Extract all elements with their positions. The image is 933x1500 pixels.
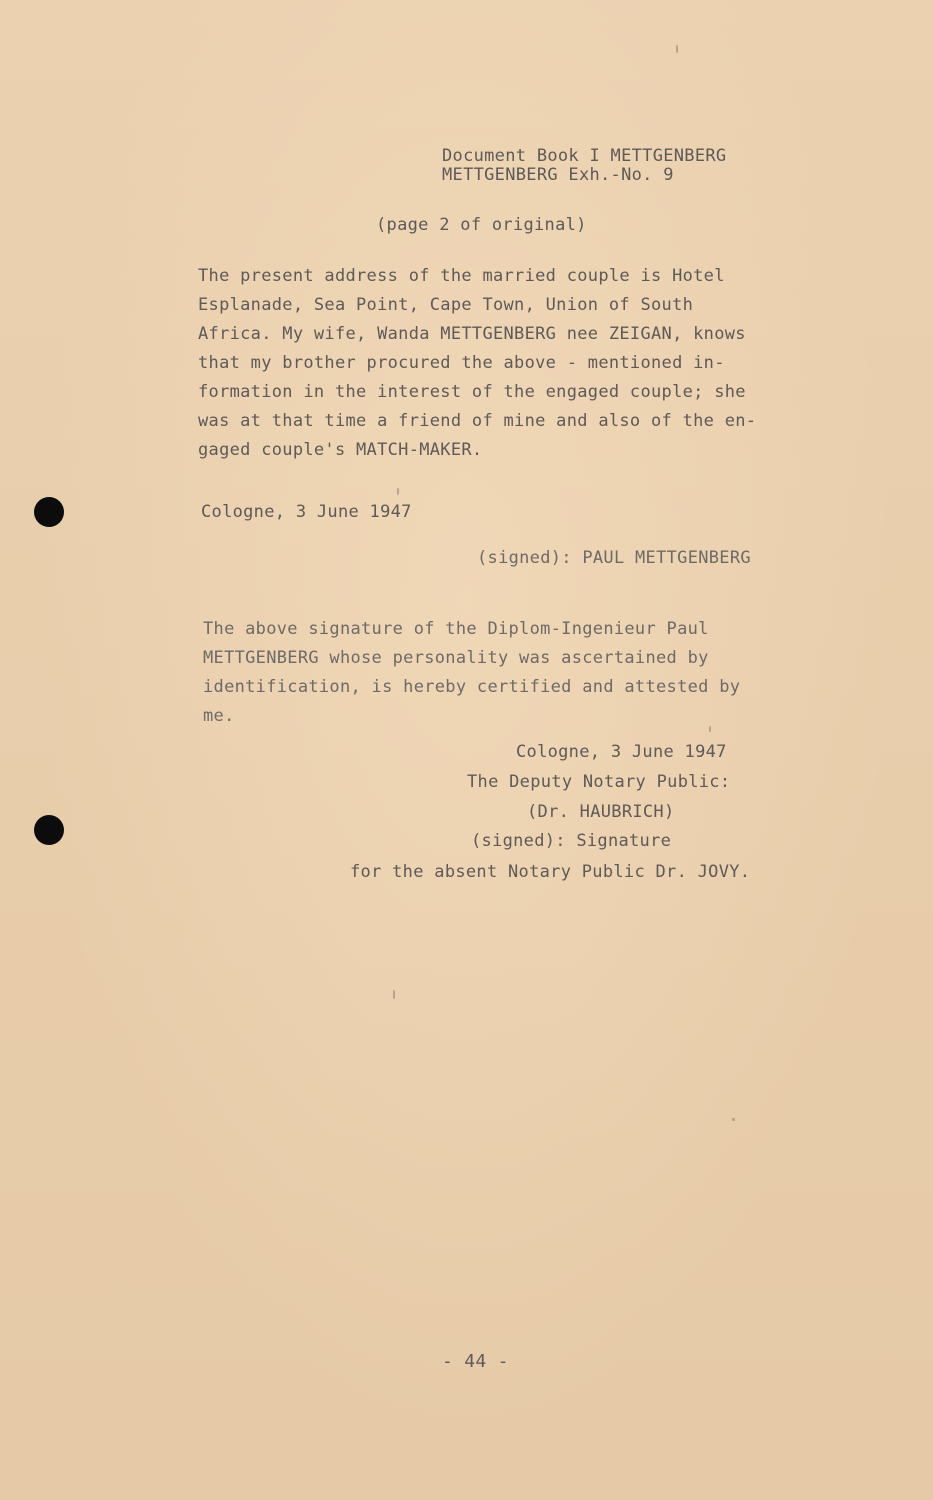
body-line: Africa. My wife, Wanda METTGENBERG nee ZEIGAN, knows	[198, 324, 746, 344]
exhibit-number: METTGENBERG Exh.-No. 9	[442, 165, 674, 185]
paper-speck	[393, 990, 395, 999]
body-line: The present address of the married couple is Hotel	[198, 266, 725, 286]
body-line: that my brother procured the above - mentioned in-	[198, 352, 725, 373]
place-date: Cologne, 3 June 1947	[201, 502, 412, 522]
paper-speck	[709, 726, 711, 732]
signature-line: (signed): PAUL METTGENBERG	[477, 548, 751, 568]
page-number: - 44 -	[442, 1351, 509, 1372]
absent-notary-line: for the absent Notary Public Dr. JOVY.	[350, 862, 751, 882]
paper-speck	[732, 1118, 735, 1121]
page-reference: (page 2 of original)	[376, 215, 587, 235]
paper-speck	[397, 488, 399, 495]
body-line: was at that time a friend of mine and also of the en-	[198, 410, 757, 431]
notary-name: (Dr. HAUBRICH)	[527, 802, 675, 822]
body-line: formation in the interest of the engaged couple; she	[198, 382, 746, 402]
paper-speck	[676, 45, 678, 53]
body-line: gaged couple's MATCH-MAKER.	[198, 440, 483, 460]
certification-line: METTGENBERG whose personality was ascertained by	[203, 648, 709, 668]
certification-line: identification, is hereby certified and attested by	[203, 677, 741, 697]
notary-title: The Deputy Notary Public:	[467, 772, 731, 792]
notary-place-date: Cologne, 3 June 1947	[516, 742, 727, 762]
certification-line: The above signature of the Diplom-Ingenieur Paul	[203, 619, 709, 639]
body-paragraph	[198, 262, 838, 469]
body-line: Esplanade, Sea Point, Cape Town, Union of South	[198, 294, 694, 315]
notary-signed: (signed): Signature	[471, 831, 672, 851]
certification-line: me.	[203, 706, 235, 726]
document-book-header: Document Book I METTGENBERG	[442, 146, 727, 166]
punch-hole-top	[34, 497, 64, 527]
certification-paragraph	[203, 615, 833, 731]
punch-hole-bottom	[34, 815, 64, 845]
